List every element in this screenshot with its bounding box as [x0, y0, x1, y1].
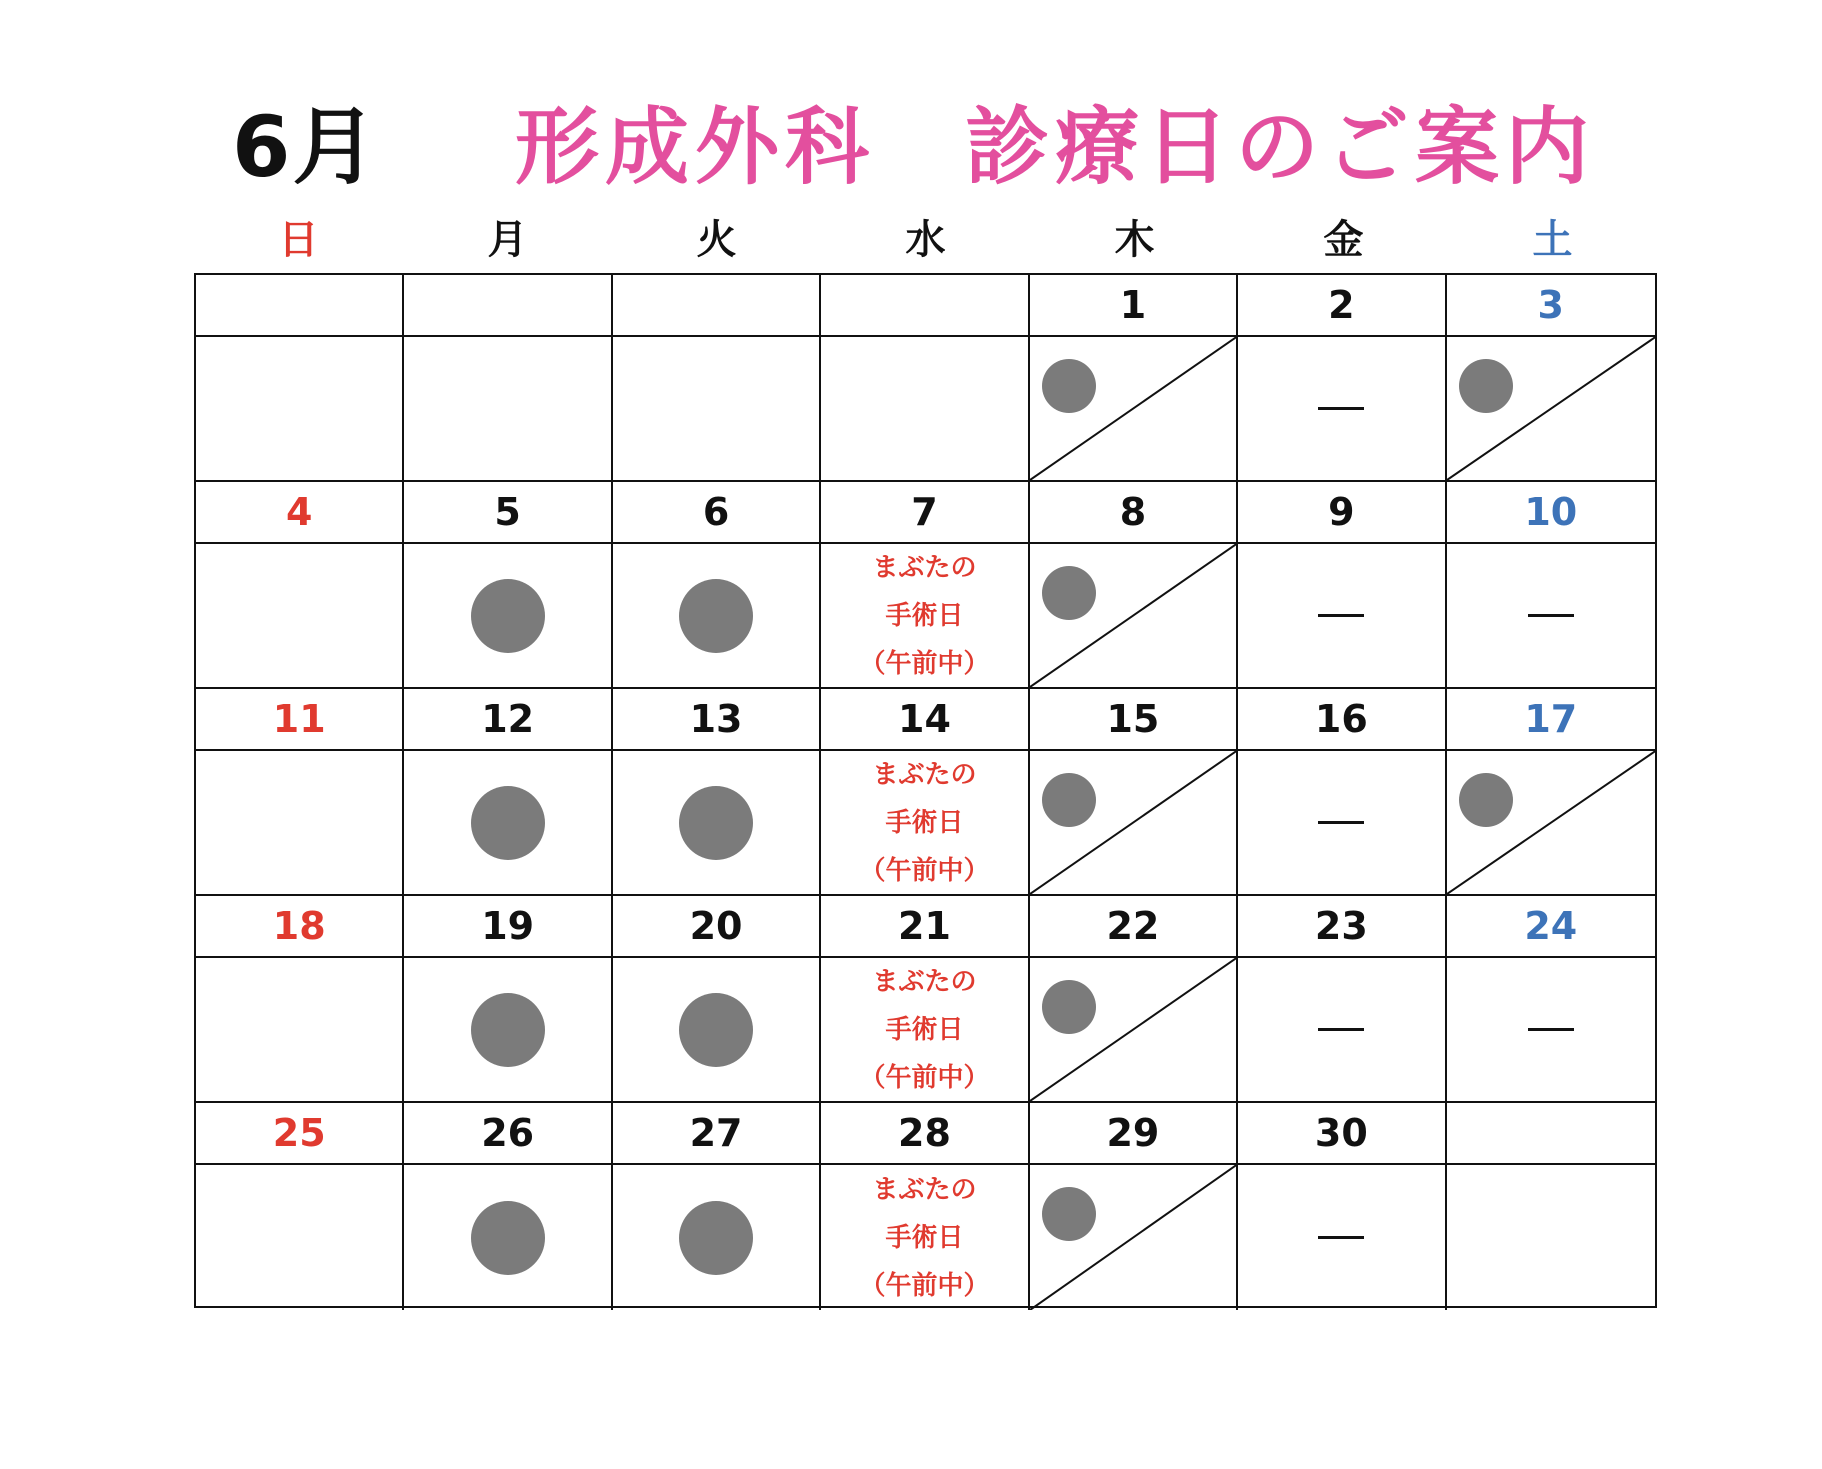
status-cell-thu: [1030, 544, 1238, 689]
weekday-sat: 土: [1532, 217, 1573, 263]
full-day-dot-icon: [471, 993, 545, 1067]
date-number: 7: [911, 490, 938, 534]
status-cell-sun: [196, 751, 404, 896]
status-cell-tue: [613, 544, 821, 689]
date-cell: [1238, 689, 1446, 751]
date-number: 22: [1106, 904, 1160, 948]
full-day-dot-icon: [679, 579, 753, 653]
date-cell: [1447, 689, 1655, 751]
surgery-note-line: （午前中）: [859, 648, 990, 679]
date-cell: [613, 1103, 821, 1165]
full-day-dot-icon: [471, 786, 545, 860]
closed-dash-icon: [1318, 407, 1364, 410]
weekday-tue: 火: [696, 217, 737, 263]
date-cell: [1447, 482, 1655, 544]
date-number: 28: [898, 1111, 951, 1155]
status-cell-mon: [404, 751, 612, 896]
date-number: 17: [1524, 697, 1578, 741]
date-number: 26: [481, 1111, 535, 1155]
date-number: 11: [272, 697, 326, 741]
date-number: 2: [1328, 283, 1355, 327]
surgery-note-line: まぶたの: [872, 966, 977, 997]
surgery-note: [859, 751, 989, 895]
date-cell: [821, 482, 1029, 544]
status-cell-wed: [821, 1165, 1029, 1310]
weekday-mon: 月: [487, 217, 528, 263]
date-cell: [1447, 275, 1655, 337]
date-cell: [404, 275, 612, 337]
status-cell-tue: [613, 337, 821, 482]
closed-dash-icon: [1528, 614, 1574, 617]
weekday-fri: 金: [1323, 217, 1364, 263]
date-cell: [1030, 482, 1238, 544]
morning-only-dot-icon: [1042, 773, 1096, 827]
date-number: 5: [494, 490, 521, 534]
date-cell: [404, 896, 612, 958]
status-cell-fri: [1238, 1165, 1446, 1310]
date-cell: [1238, 275, 1446, 337]
date-number: 14: [898, 697, 951, 741]
date-cell: [196, 275, 404, 337]
surgery-note-line: まぶたの: [872, 759, 977, 790]
status-cell-mon: [404, 1165, 612, 1310]
date-number: 13: [689, 697, 743, 741]
date-number: 21: [898, 904, 951, 948]
date-cell: [613, 482, 821, 544]
date-cell: [1447, 896, 1655, 958]
date-number: 25: [272, 1111, 326, 1155]
status-cell-wed: [821, 337, 1029, 482]
status-cell-sat: [1447, 1165, 1655, 1310]
closed-dash-icon: [1318, 1236, 1364, 1239]
date-cell: [1030, 896, 1238, 958]
surgery-note-line: （午前中）: [859, 855, 990, 886]
morning-only-dot-icon: [1042, 566, 1096, 620]
closed-dash-icon: [1318, 821, 1364, 824]
status-cell-tue: [613, 958, 821, 1103]
calendar-grid: [194, 273, 1657, 1308]
closed-dash-icon: [1318, 614, 1364, 617]
date-cell: [1030, 689, 1238, 751]
date-number: 9: [1328, 490, 1355, 534]
month-label: 6月: [232, 98, 379, 196]
date-cell: [404, 482, 612, 544]
status-cell-thu: [1030, 958, 1238, 1103]
date-number: 8: [1119, 490, 1147, 534]
date-cell: [1238, 896, 1446, 958]
date-number: 29: [1106, 1111, 1160, 1155]
morning-only-dot-icon: [1459, 359, 1513, 413]
weekday-header: [194, 210, 1657, 270]
surgery-note-line: まぶたの: [872, 1174, 977, 1205]
page-title: 形成外科 診療日のご案内: [515, 98, 1596, 196]
status-cell-mon: [404, 337, 612, 482]
surgery-note-line: 手術日: [885, 1222, 964, 1253]
status-cell-thu: [1030, 1165, 1238, 1310]
full-day-dot-icon: [679, 786, 753, 860]
full-day-dot-icon: [471, 579, 545, 653]
weekday-sun: 日: [278, 217, 319, 263]
status-cell-tue: [613, 751, 821, 896]
date-cell: [613, 689, 821, 751]
date-cell: [613, 896, 821, 958]
morning-only-dot-icon: [1042, 980, 1096, 1034]
date-number: 20: [689, 904, 743, 948]
status-cell-tue: [613, 1165, 821, 1310]
date-number: 27: [689, 1111, 743, 1155]
morning-only-dot-icon: [1042, 1187, 1096, 1241]
date-cell: [404, 1103, 612, 1165]
date-number: 16: [1314, 697, 1368, 741]
surgery-note: [859, 958, 989, 1102]
status-cell-mon: [404, 958, 612, 1103]
status-cell-thu: [1030, 337, 1238, 482]
date-number: 10: [1524, 490, 1578, 534]
date-cell: [1238, 482, 1446, 544]
date-number: 30: [1314, 1111, 1368, 1155]
date-cell: [613, 275, 821, 337]
date-cell: [1030, 275, 1238, 337]
date-cell: [821, 689, 1029, 751]
date-cell: [196, 689, 404, 751]
date-number: 19: [481, 904, 535, 948]
surgery-note-line: 手術日: [885, 807, 964, 838]
weekday-thu: 木: [1114, 217, 1155, 263]
date-cell: [821, 896, 1029, 958]
surgery-note: [859, 1166, 989, 1310]
date-cell: [1238, 1103, 1446, 1165]
date-cell: [1447, 1103, 1655, 1165]
full-day-dot-icon: [679, 1201, 753, 1275]
status-cell-fri: [1238, 544, 1446, 689]
date-cell: [404, 689, 612, 751]
morning-only-dot-icon: [1042, 359, 1096, 413]
date-number: 18: [272, 904, 326, 948]
status-cell-sat: [1447, 751, 1655, 896]
date-cell: [196, 1103, 404, 1165]
full-day-dot-icon: [471, 1201, 545, 1275]
date-number: 15: [1106, 697, 1160, 741]
status-cell-sun: [196, 544, 404, 689]
date-cell: [1030, 1103, 1238, 1165]
date-number: 4: [285, 490, 313, 534]
status-cell-sun: [196, 1165, 404, 1310]
date-number: 12: [481, 697, 535, 741]
surgery-note: [859, 544, 989, 688]
status-cell-wed: [821, 751, 1029, 896]
status-cell-mon: [404, 544, 612, 689]
full-day-dot-icon: [679, 993, 753, 1067]
status-cell-sun: [196, 958, 404, 1103]
status-cell-fri: [1238, 337, 1446, 482]
surgery-note-line: まぶたの: [872, 552, 977, 583]
status-cell-fri: [1238, 751, 1446, 896]
date-number: 24: [1524, 904, 1578, 948]
date-number: 6: [702, 490, 730, 534]
date-cell: [196, 482, 404, 544]
date-number: 1: [1119, 283, 1147, 327]
closed-dash-icon: [1318, 1028, 1364, 1031]
surgery-note-line: （午前中）: [859, 1270, 990, 1301]
date-cell: [196, 896, 404, 958]
date-cell: [821, 1103, 1029, 1165]
surgery-note-line: 手術日: [885, 600, 964, 631]
weekday-wed: 水: [905, 217, 946, 263]
date-number: 3: [1537, 283, 1564, 327]
date-number: 23: [1314, 904, 1368, 948]
status-cell-sat: [1447, 544, 1655, 689]
status-cell-wed: [821, 544, 1029, 689]
status-cell-sat: [1447, 958, 1655, 1103]
status-cell-sat: [1447, 337, 1655, 482]
morning-only-dot-icon: [1459, 773, 1513, 827]
date-cell: [821, 275, 1029, 337]
status-cell-fri: [1238, 958, 1446, 1103]
status-cell-sun: [196, 337, 404, 482]
status-cell-wed: [821, 958, 1029, 1103]
surgery-note-line: （午前中）: [859, 1062, 990, 1093]
status-cell-thu: [1030, 751, 1238, 896]
surgery-note-line: 手術日: [885, 1014, 964, 1045]
closed-dash-icon: [1528, 1028, 1574, 1031]
